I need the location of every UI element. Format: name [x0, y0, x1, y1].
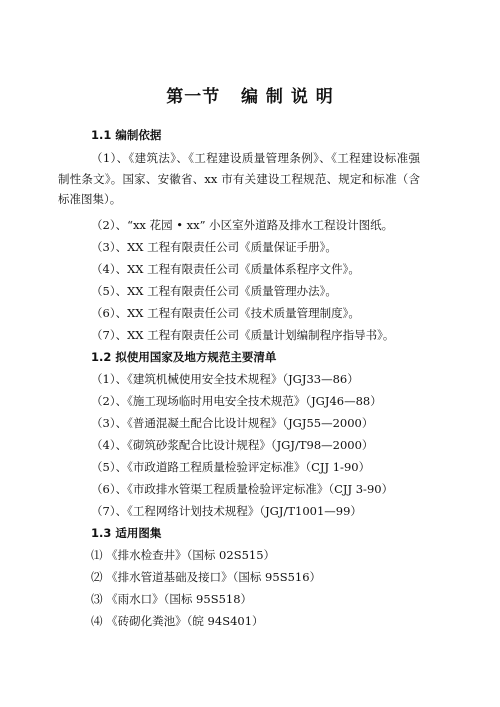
list-item: （2）、“xx 花园 • xx” 小区室外道路及排水工程设计图纸。 — [91, 217, 394, 232]
list-item: （1）、《建筑机械使用安全技术规程》（JGJ33—86） — [91, 371, 359, 386]
section-heading-standards: 1.2 拟使用国家及地方规范主要清单 — [91, 349, 277, 364]
list-item: （6）、《市政排水管渠工程质量检验评定标准》（CJJ 3-90） — [91, 481, 394, 496]
list-item: （1）、《建筑法》、《工程建设质量管理条例》、《工程建设标准强制性条文》。国家、安徽省、xx 市有关建设工程规范、规定和标准（含标准图集）。 — [58, 151, 420, 206]
section-heading-basis: 1.1 编制依据 — [91, 128, 162, 142]
list-item: （3）、XX 工程有限责任公司《质量保证手册》。 — [91, 239, 337, 254]
list-item: ⑴ 《排水检查井》（国标 02S515） — [91, 547, 276, 562]
list-item: ⑵ 《排水管道基础及接口》（国标 95S516） — [91, 569, 322, 584]
list-item: ⑶ 《雨水口》（国标 95S518） — [91, 591, 253, 606]
list-item: ⑷ 《砖砌化粪池》（皖 94S401） — [91, 613, 264, 628]
page-title: 第一节 编 制 说 明 — [166, 87, 334, 107]
list-item: （5）、XX 工程有限责任公司《质量管理办法》。 — [91, 283, 337, 298]
list-item: （4）、《砌筑砂浆配合比设计规程》（JGJ/T98—2000） — [91, 437, 374, 452]
list-item: （3）、《普通混凝土配合比设计规程》（JGJ55—2000） — [91, 415, 374, 430]
list-item: （2）、《施工现场临时用电安全技术规范》（JGJ46—88） — [91, 393, 382, 408]
list-item: （4）、XX 工程有限责任公司《质量体系程序文件》。 — [91, 261, 360, 276]
list-item: （7）、XX 工程有限责任公司《质量计划编制程序指导书》。 — [91, 327, 395, 342]
list-item: （5）、《市政道路工程质量检验评定标准》（CJJ 1-90） — [91, 459, 371, 474]
document-body — [58, 124, 420, 632]
list-item: （7）、《工程网络计划技术规程》（JGJ/T1001—99） — [91, 503, 362, 518]
section-heading-atlas: 1.3 适用图集 — [91, 525, 162, 540]
list-item: （6）、XX 工程有限责任公司《技术质量管理制度》。 — [91, 305, 360, 320]
